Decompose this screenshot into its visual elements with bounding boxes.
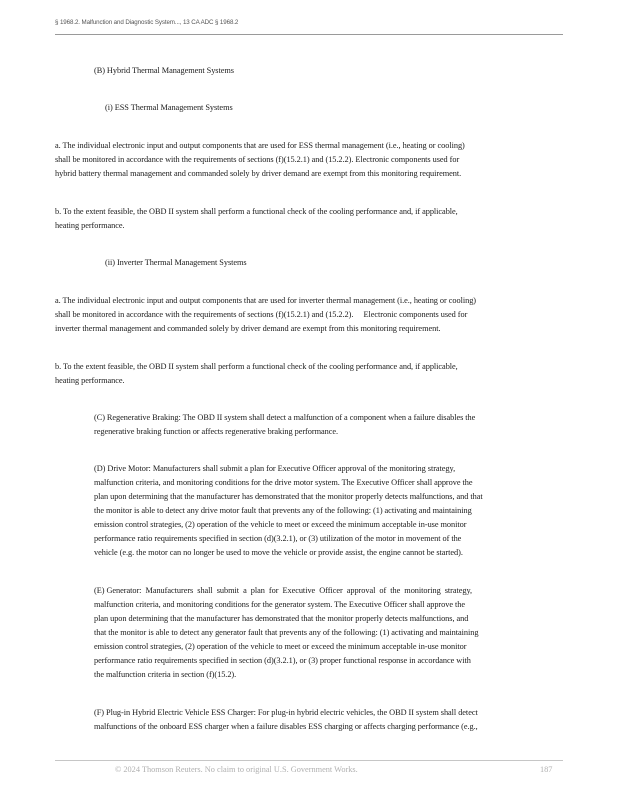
text-line: performance ratio requirements specified in section (d)(3.2.1), or (3) proper functional response in accordance with xyxy=(94,656,471,665)
text-line: heating performance. xyxy=(55,221,125,230)
subsection-heading-i: (i) ESS Thermal Management Systems xyxy=(105,103,233,112)
section-heading-b: (B) Hybrid Thermal Management Systems xyxy=(94,66,234,75)
text-line: hybrid battery thermal management and commanded solely by driver demand are exempt from this monitoring requirement. xyxy=(55,169,462,178)
text-line: plan upon determining that the manufacturer has demonstrated that the monitor properly detects malfunctions, and that xyxy=(94,492,483,501)
text-line: malfunction criteria, and monitoring conditions for the generator system. The Executive Officer shall approve the xyxy=(94,600,465,609)
text-line: that the monitor is able to detect any generator fault that prevents any of the following: (1) activating and maintaining xyxy=(94,628,479,637)
subsection-heading-ii: (ii) Inverter Thermal Management Systems xyxy=(105,258,247,267)
running-head: § 1968.2. Malfunction and Diagnostic System..., 13 CA ADC § 1968.2 xyxy=(55,19,239,26)
footer-copyright: © 2024 Thomson Reuters. No claim to original U.S. Government Works. xyxy=(115,765,358,774)
text-line: emission control strategies, (2) operation of the vehicle to meet or exceed the minimum acceptable in-use monitor xyxy=(94,642,467,651)
text-line: performance ratio requirements specified in section (d)(3.2.1), or (3) utilization of the motor in movement of the xyxy=(94,534,462,543)
header-divider xyxy=(55,34,563,35)
text-line: malfunctions of the onboard ESS charger when a failure disables ESS charging or affects charging performance (e.g., xyxy=(94,722,478,731)
text-line: a. The individual electronic input and output components that are used for ESS thermal management (i.e., heating or cooling) xyxy=(55,141,465,150)
text-line: shall be monitored in accordance with the requirements of sections (f)(15.2.1) and (15.2.2). Electronic components used for xyxy=(55,155,460,164)
text-line: the monitor is able to detect any drive motor fault that prevents any of the following: (1) activating and maintaining xyxy=(94,506,472,515)
text-line: a. The individual electronic input and output components that are used for inverter thermal management (i.e., heating or cooling) xyxy=(55,296,477,305)
text-line: malfunction criteria, and monitoring conditions for the drive motor system. The Executive Officer shall approve the xyxy=(94,478,473,487)
text-line: b. To the extent feasible, the OBD II system shall perform a functional check of the cooling performance and, if applicable, xyxy=(55,207,458,216)
text-line: vehicle (e.g. the motor can no longer be used to move the vehicle or provide assist, the engine cannot be started). xyxy=(94,548,463,557)
text-line: (C) Regenerative Braking: The OBD II system shall detect a malfunction of a component when a failure disables the xyxy=(94,413,476,422)
text-line: the malfunction criteria in section (f)(15.2). xyxy=(94,670,237,679)
text-line: (F) Plug-in Hybrid Electric Vehicle ESS Charger: For plug-in hybrid electric vehicles, the OBD II system shall detect xyxy=(94,708,478,717)
text-line: regenerative braking function or affects regenerative braking performance. xyxy=(94,427,339,436)
footer-divider xyxy=(55,760,563,761)
page-number: 187 xyxy=(540,765,553,774)
text-line: inverter thermal management and commanded solely by driver demand are exempt from this monitoring requirement. xyxy=(55,324,441,333)
text-line: (E) Generator: Manufacturers shall submit a plan for Executive Officer approval of the monitoring strategy, xyxy=(94,586,473,595)
text-line: shall be monitored in accordance with the requirements of sections (f)(15.2.1) and (15.2.2). Electronic components used for xyxy=(55,310,468,319)
text-line: emission control strategies, (2) operation of the vehicle to meet or exceed the minimum acceptable in-use monitor xyxy=(94,520,467,529)
text-line: b. To the extent feasible, the OBD II system shall perform a functional check of the cooling performance and, if applicable, xyxy=(55,362,458,371)
text-line: plan upon determining that the manufacturer has demonstrated that the monitor properly detects malfunctions, and xyxy=(94,614,469,623)
text-line: heating performance. xyxy=(55,376,125,385)
text-line: (D) Drive Motor: Manufacturers shall submit a plan for Executive Officer approval of the monitoring strategy, xyxy=(94,464,456,473)
